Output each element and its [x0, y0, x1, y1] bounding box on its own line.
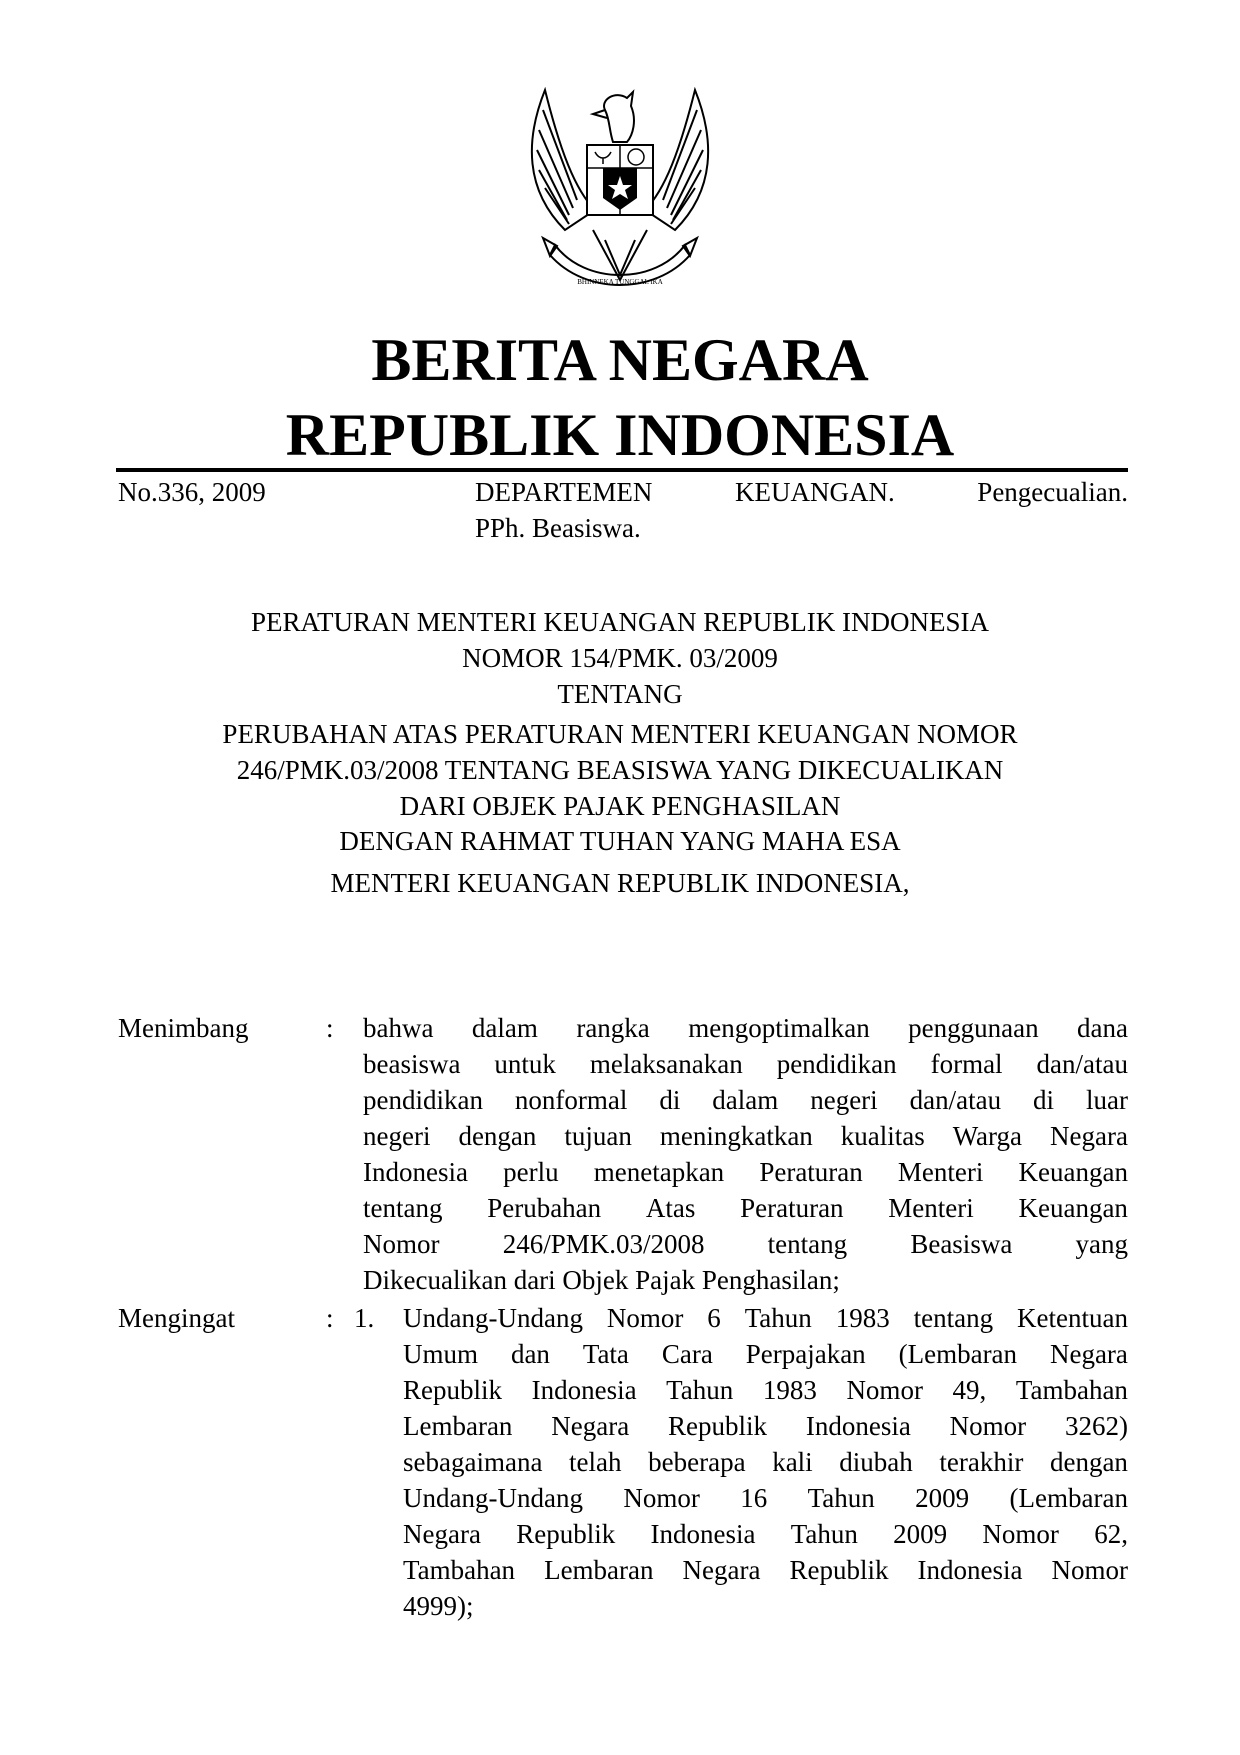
garuda-emblem-icon — [515, 80, 725, 300]
regulation-subject — [0, 716, 1240, 824]
item-line: Republik Indonesia Tahun 1983 Nomor 49, Tambahan — [403, 1375, 1128, 1405]
item-line: sebagaimana telah beberapa kali diubah terakhir dengan — [403, 1447, 1128, 1477]
subject-line: DARI OBJEK PAJAK PENGHASILAN — [399, 791, 841, 821]
body-line: pendidikan nonformal di dalam negeri dan/atau di luar — [363, 1085, 1128, 1115]
item-line: Undang-Undang Nomor 16 Tahun 2009 (Lembaran — [403, 1483, 1128, 1513]
section-colon: : — [326, 1303, 334, 1333]
body-line: negeri dengan tujuan meningkatkan kualitas Warga Negara — [363, 1121, 1128, 1151]
body-line: Nomor 246/PMK.03/2008 tentang Beasiswa yang — [363, 1229, 1128, 1259]
body-line: Dikecualikan dari Objek Pajak Penghasilan; — [363, 1265, 840, 1295]
item-line: Umum dan Tata Cara Perpajakan (Lembaran Negara — [403, 1339, 1128, 1369]
masthead-line-1: BERITA NEGARA — [371, 327, 869, 393]
item-line: Tambahan Lembaran Negara Republik Indonesia Nomor — [403, 1555, 1128, 1585]
title-line: NOMOR 154/PMK. 03/2009 — [462, 643, 778, 673]
subject-line: 246/PMK.03/2008 TENTANG BEASISWA YANG DIKECUALIKAN — [236, 755, 1004, 785]
description-word: Pengecualian. — [977, 477, 1128, 507]
masthead-line-2: REPUBLIK INDONESIA — [285, 402, 955, 468]
item-line: 4999); — [403, 1591, 474, 1621]
emblem-motto: BHINNEKA TUNGGAL IKA — [577, 278, 663, 286]
section-colon: : — [326, 1013, 334, 1043]
publication-description — [475, 474, 1128, 546]
description-word: DEPARTEMEN — [475, 477, 653, 507]
title-line: TENTANG — [557, 679, 683, 709]
body-line: bahwa dalam rangka mengoptimalkan penggunaan dana — [363, 1013, 1128, 1043]
issuer: MENTERI KEUANGAN REPUBLIK INDONESIA, — [330, 868, 910, 898]
section-label: Mengingat — [118, 1303, 235, 1333]
invocation: DENGAN RAHMAT TUHAN YANG MAHA ESA — [339, 826, 901, 856]
description-line-2: PPh. Beasiswa. — [475, 513, 641, 543]
title-line: PERATURAN MENTERI KEUANGAN REPUBLIK INDONESIA — [251, 607, 989, 637]
item-body — [403, 1300, 1128, 1624]
header-rule — [116, 468, 1128, 472]
item-line: Undang-Undang Nomor 6 Tahun 1983 tentang Ketentuan — [403, 1303, 1128, 1333]
item-line: Lembaran Negara Republik Indonesia Nomor 3262) — [403, 1411, 1128, 1441]
subject-line: PERUBAHAN ATAS PERATURAN MENTERI KEUANGAN NOMOR — [222, 719, 1018, 749]
section-body — [363, 1010, 1128, 1298]
body-line: Indonesia perlu menetapkan Peraturan Menteri Keuangan — [363, 1157, 1128, 1187]
regulation-title — [0, 604, 1240, 712]
section-label: Menimbang — [118, 1013, 249, 1043]
description-word: KEUANGAN. — [734, 477, 895, 507]
body-line: tentang Perubahan Atas Peraturan Menteri Keuangan — [363, 1193, 1128, 1223]
body-line: beasiswa untuk melaksanakan pendidikan formal dan/atau — [363, 1049, 1128, 1079]
item-number: 1. — [354, 1303, 375, 1333]
publication-number: No.336, 2009 — [118, 477, 266, 507]
item-line: Negara Republik Indonesia Tahun 2009 Nomor 62, — [403, 1519, 1128, 1549]
invocation-block — [0, 823, 1240, 901]
